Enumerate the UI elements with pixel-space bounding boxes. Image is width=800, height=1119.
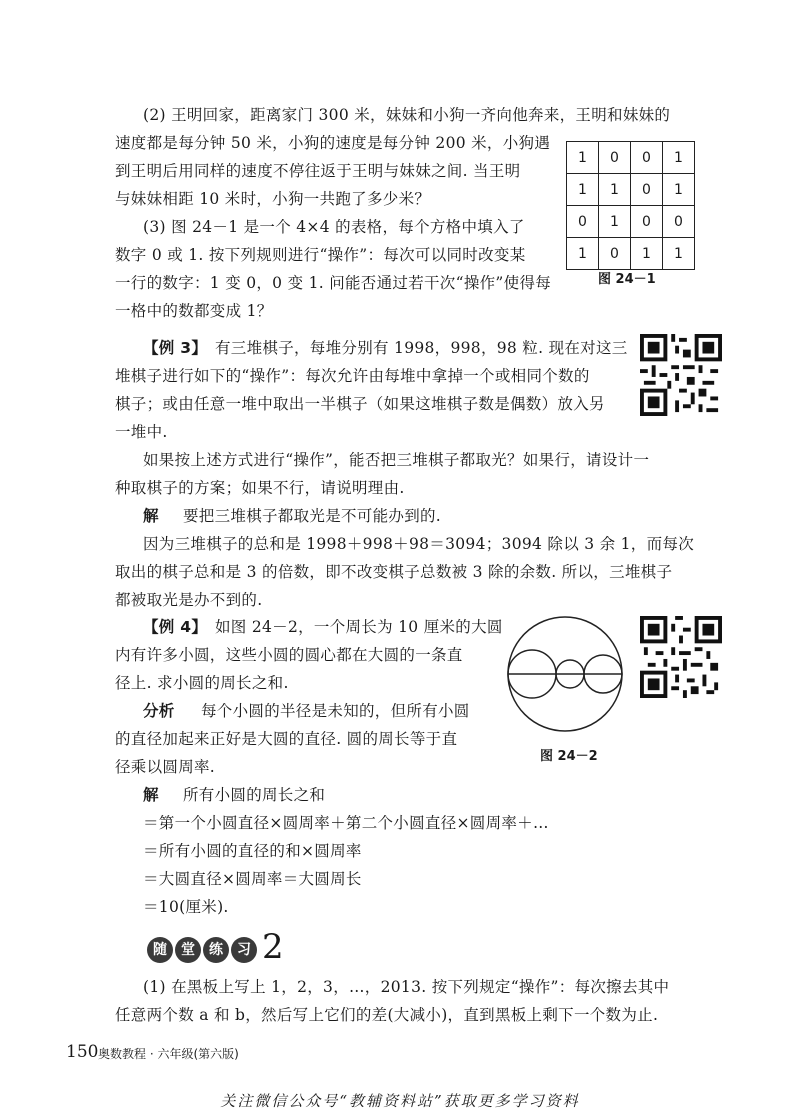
grid-row [567,142,695,174]
q2-line-4: 与妹妹相距 10 米时，小狗一共跑了多少米？ [115,190,431,208]
ex4-ana-line-3: 径乘以圆周率. [115,758,216,776]
grid-row [567,174,695,206]
grid-cell: 0 [631,142,663,174]
q3-line-4: 一格中的数都变成 1？ [115,302,273,320]
ex4-line-1: 如图 24－2，一个周长为 10 厘米的大圆 [215,618,503,636]
grid-cell: 1 [567,174,599,206]
q2-line-3: 到王明后用同样的速度不停往返于王明与妹妹之间. 当王明 [115,162,521,180]
practice-heading-char: 随 [147,937,173,963]
grid-cell: 0 [631,174,663,206]
ex3-sol-line-3: 取出的棋子总和是 3 的倍数，即不改变棋子总数被 3 除的余数. 所以，三堆棋子 [115,563,673,581]
ex4-sol-line-3: ＝所有小圆的直径的和×圆周率 [143,842,362,860]
figure-24-1-caption: 图 24－1 [598,272,656,287]
grid-cell: 1 [663,142,695,174]
example-4-label: 【例 4】 [143,618,208,636]
grid-cell: 0 [663,206,695,238]
ex4-sol-line-1: 所有小圆的周长之和 [183,786,326,804]
figure-24-2-circles [505,614,625,734]
ex3-line-4: 一堆中. [115,423,168,441]
grid-cell: 1 [599,174,631,206]
practice-heading-char: 堂 [175,937,201,963]
figure-24-1-grid [566,141,695,270]
q3-line-2: 数字 0 或 1. 按下列规则进行“操作”：每次可以同时改变某 [115,246,526,264]
ex4-line-2: 内有许多小圆，这些小圆的圆心都在大圆的一条直 [115,646,463,664]
ex3-line-2: 堆棋子进行如下的“操作”：每次允许由每堆中拿掉一个或相同个数的 [115,367,590,385]
example-3-label: 【例 3】 [143,339,208,357]
ex3-line-1: 有三堆棋子，每堆分别有 1998，998，98 粒. 现在对这三 [215,339,628,357]
ex3-line-5: 如果按上述方式进行“操作”，能否把三堆棋子都取光？如果行，请设计一 [143,451,650,469]
grid-row [567,206,695,238]
ex4-solution-label: 解 [143,786,159,804]
book-title: 奥数教程 · 六年级(第六版) [98,1047,239,1061]
grid-cell: 1 [567,142,599,174]
grid-cell: 0 [631,206,663,238]
ex4-ana-line-1: 每个小圆的半径是未知的，但所有小圆 [201,702,470,720]
practice-line-1: (1) 在黑板上写上 1，2，3，…，2013. 按下列规定“操作”：每次擦去其中 [143,978,670,996]
q3-line-1: (3) 图 24－1 是一个 4×4 的表格，每个方格中填入了 [143,218,525,236]
ex4-analysis-label: 分析 [143,702,175,720]
ex4-ana-line-2: 的直径加起来正好是大圆的直径. 圆的周长等于直 [115,730,458,748]
grid-cell: 1 [567,238,599,270]
ex3-line-3: 棋子；或由任意一堆中取出一半棋子（如果这堆棋子数是偶数）放入另 [115,395,605,413]
grid-cell: 1 [663,238,695,270]
grid-cell: 0 [567,206,599,238]
practice-number: 2 [262,927,284,967]
q2-line-1: (2) 王明回家，距离家门 300 米，妹妹和小狗一齐向他奔来，王明和妹妹的 [143,106,671,124]
q2-line-2: 速度都是每分钟 50 米，小狗的速度是每分钟 200 米，小狗遇 [115,134,551,152]
grid-cell: 0 [599,238,631,270]
qr-code-image [640,616,722,698]
grid-cell: 1 [663,174,695,206]
q3-line-3: 一行的数字：1 变 0，0 变 1. 问能否通过若干次“操作”使得每 [115,274,552,292]
ex4-sol-line-2: ＝第一个小圆直径×圆周率＋第二个小圆直径×圆周率＋… [143,814,549,832]
grid-cell: 1 [631,238,663,270]
ex3-sol-line-1: 要把三堆棋子都取光是不可能办到的. [183,507,442,525]
watermark-text: 关注微信公众号“教辅资料站”获取更多学习资料 [220,1092,580,1110]
ex3-solution-label: 解 [143,507,159,525]
grid-cell: 1 [599,206,631,238]
practice-line-2: 任意两个数 a 和 b，然后写上它们的差(大减小)，直到黑板上剩下一个数为止. [115,1006,659,1024]
grid-cell: 0 [599,142,631,174]
figure-24-2-caption: 图 24－2 [540,749,598,764]
ex3-line-6: 种取棋子的方案；如果不行，请说明理由. [115,479,405,497]
ex4-sol-line-4: ＝大圆直径×圆周率＝大圆周长 [143,870,362,888]
ex4-sol-line-5: ＝10(厘米). [143,898,229,916]
practice-heading-char: 习 [231,937,257,963]
practice-heading-char: 练 [203,937,229,963]
qr-code-image [640,334,722,416]
ex4-line-3: 径上. 求小圆的周长之和. [115,674,289,692]
page-number: 150 [66,1042,99,1062]
grid-row [567,238,695,270]
ex3-sol-line-4: 都被取光是办不到的. [115,591,263,609]
ex3-sol-line-2: 因为三堆棋子的总和是 1998＋998＋98＝3094；3094 除以 3 余 1，而每次 [143,535,695,553]
